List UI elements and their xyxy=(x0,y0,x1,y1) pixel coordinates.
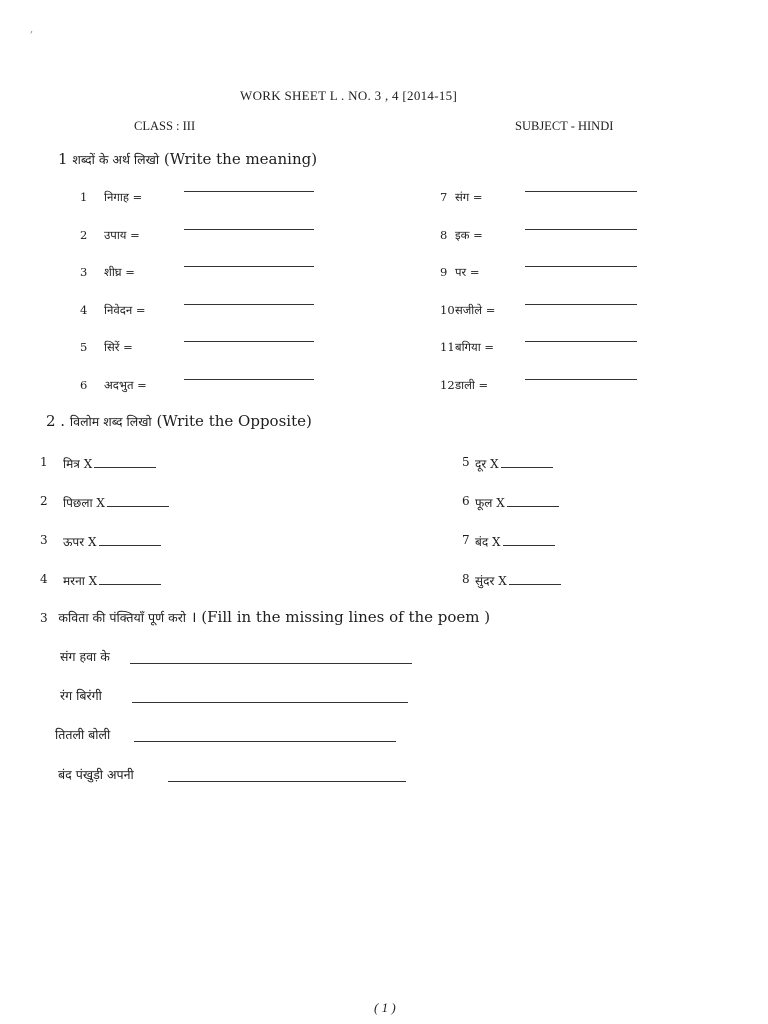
section2-heading xyxy=(46,412,312,430)
section2-heading-hindi: विलोम शब्द लिखो xyxy=(69,414,152,429)
answer-blank[interactable] xyxy=(99,574,161,585)
poem-answer-line[interactable] xyxy=(134,741,396,742)
answer-line[interactable] xyxy=(525,266,637,267)
meaning-item-word: सजीले = xyxy=(455,302,496,317)
meaning-item-word: निवेदन = xyxy=(104,302,146,317)
opposite-item-number: 7 xyxy=(462,533,470,547)
answer-line[interactable] xyxy=(184,266,314,267)
opposite-item-word: मरना X xyxy=(63,574,98,588)
poem-answer-line[interactable] xyxy=(168,781,406,782)
answer-line[interactable] xyxy=(525,229,637,230)
meaning-item-word: इक = xyxy=(455,227,483,242)
poem-answer-line[interactable] xyxy=(130,663,412,664)
meaning-item-number: 4 xyxy=(80,302,88,317)
meaning-item-number: 8 xyxy=(440,227,448,242)
opposite-item-number: 2 xyxy=(40,494,48,508)
section2-number: 2 . xyxy=(46,412,66,430)
opposite-item xyxy=(63,572,161,589)
meaning-item-word: पर = xyxy=(455,265,480,279)
meaning-item-number: 2 xyxy=(80,227,88,242)
opposite-item-number: 6 xyxy=(462,494,470,508)
opposite-item-number: 1 xyxy=(40,455,48,469)
page-number: ( 1 ) xyxy=(374,1000,396,1015)
meaning-item-number: 9 xyxy=(440,265,448,279)
opposite-item xyxy=(475,533,555,550)
meaning-item-word: शीघ्र = xyxy=(104,265,135,279)
opposite-item xyxy=(63,494,169,511)
answer-blank[interactable] xyxy=(94,457,156,468)
answer-line[interactable] xyxy=(184,379,314,380)
poem-line-prompt: संग हवा के xyxy=(60,649,110,664)
answer-line[interactable] xyxy=(184,229,314,230)
meaning-item-word: सिरें = xyxy=(104,340,133,354)
meaning-item-number: 7 xyxy=(440,190,448,204)
answer-blank[interactable] xyxy=(503,535,555,546)
opposite-item-word: दूर X xyxy=(475,457,499,471)
section1-number: 1 xyxy=(58,150,68,168)
section3-heading xyxy=(40,607,490,627)
opposite-item-word: बंद X xyxy=(475,535,501,549)
meaning-item-number: 10 xyxy=(440,302,455,317)
meaning-item-number: 5 xyxy=(80,340,88,354)
meaning-item-number: 3 xyxy=(80,265,88,279)
meaning-item-number: 12 xyxy=(440,377,455,392)
opposite-item xyxy=(63,455,156,472)
opposite-item xyxy=(475,455,553,472)
answer-blank[interactable] xyxy=(509,574,561,585)
poem-answer-line[interactable] xyxy=(132,702,408,703)
opposite-item-word: मित्र X xyxy=(63,457,93,471)
answer-line[interactable] xyxy=(525,304,637,305)
answer-line[interactable] xyxy=(184,341,314,342)
opposite-item-word: ऊपर X xyxy=(63,535,97,549)
section3-heading-english: । (Fill in the missing lines of the poem ) xyxy=(190,608,491,626)
answer-line[interactable] xyxy=(525,191,637,192)
opposite-item xyxy=(475,572,561,589)
poem-line-prompt: बंद पंखुड़ी अपनी xyxy=(58,767,134,782)
meaning-item-word: डाली = xyxy=(455,377,489,392)
opposite-item xyxy=(475,494,559,511)
section3-number: 3 xyxy=(40,611,48,625)
meaning-item-word: बगिया = xyxy=(455,340,494,354)
meaning-item-number: 1 xyxy=(80,190,88,204)
opposite-item-word: फूल X xyxy=(475,496,505,510)
opposite-item xyxy=(63,533,161,550)
answer-line[interactable] xyxy=(184,191,314,192)
answer-line[interactable] xyxy=(525,379,637,380)
section2-heading-english: (Write the Opposite) xyxy=(156,412,312,430)
meaning-item-number: 11 xyxy=(440,340,455,354)
opposite-item-number: 5 xyxy=(462,455,470,469)
opposite-item-number: 3 xyxy=(40,533,48,547)
subject-label: SUBJECT - HINDI xyxy=(515,119,614,133)
answer-line[interactable] xyxy=(184,304,314,305)
section3-heading-hindi: कविता की पंक्तियाँ पूर्ण करो xyxy=(58,610,187,625)
poem-line-prompt: तितली बोली xyxy=(55,727,111,742)
poem-line-prompt: रंग बिरंगी xyxy=(60,688,102,703)
opposite-item-word: सुंदर X xyxy=(475,574,507,588)
meaning-item-word: संग = xyxy=(455,190,483,204)
section1-heading-hindi: शब्दों के अर्थ लिखो xyxy=(72,152,160,167)
meaning-item-word: अदभुत = xyxy=(104,377,147,392)
meaning-item-word: निगाह = xyxy=(104,190,143,204)
section1-heading xyxy=(58,150,317,168)
opposite-item-number: 8 xyxy=(462,572,470,586)
answer-blank[interactable] xyxy=(99,535,161,546)
answer-blank[interactable] xyxy=(501,457,553,468)
meaning-item-word: उपाय = xyxy=(104,227,140,242)
opposite-item-number: 4 xyxy=(40,572,48,586)
answer-blank[interactable] xyxy=(507,496,559,507)
worksheet-title: WORK SHEET L . NO. 3 , 4 [2014-15] xyxy=(240,88,458,103)
opposite-item-word: पिछला X xyxy=(63,496,105,510)
section1-heading-english: (Write the meaning) xyxy=(163,150,318,168)
meaning-item-number: 6 xyxy=(80,377,88,392)
corner-mark: , xyxy=(30,24,34,35)
answer-blank[interactable] xyxy=(107,496,169,507)
class-label: CLASS : III xyxy=(134,119,196,133)
answer-line[interactable] xyxy=(525,341,637,342)
